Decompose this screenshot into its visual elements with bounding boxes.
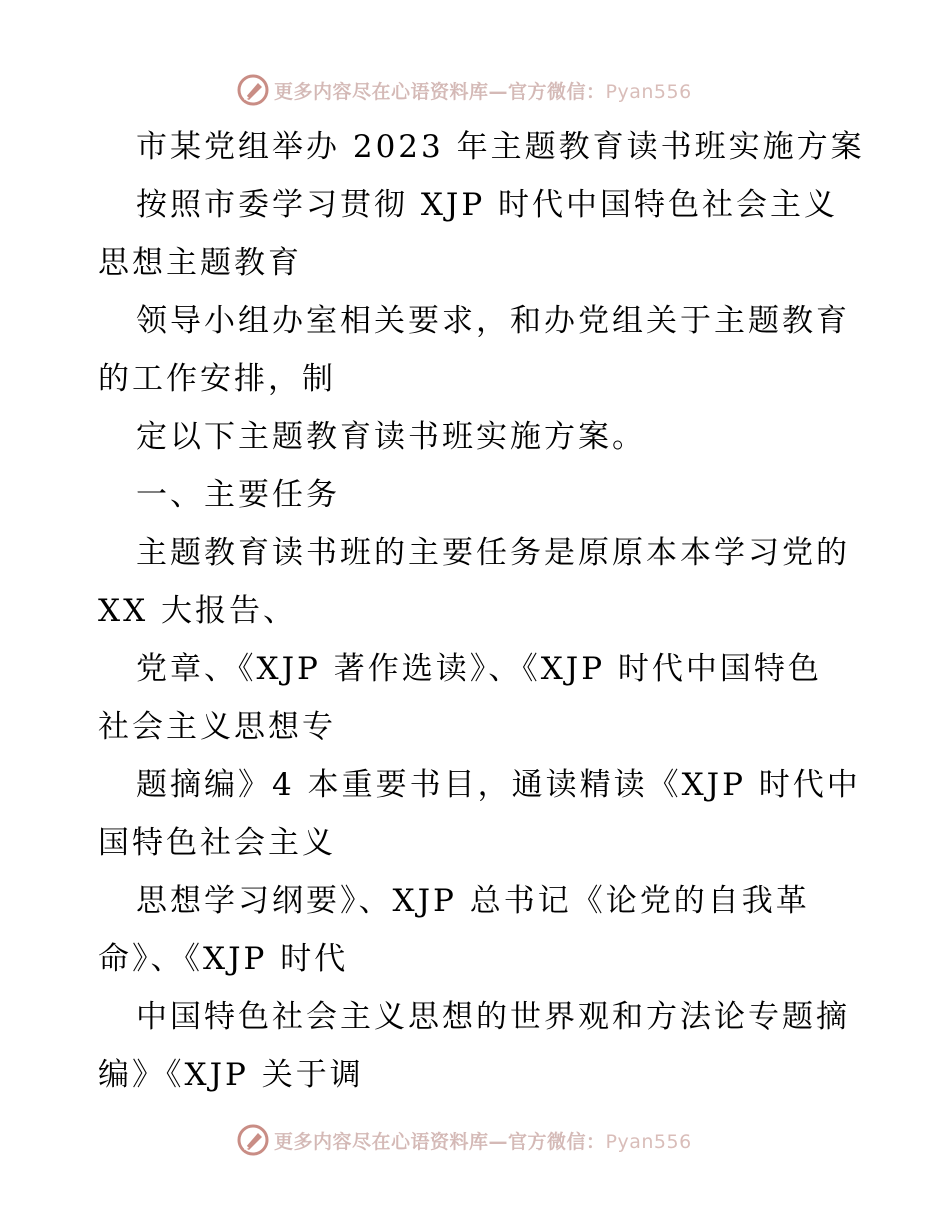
header-watermark xyxy=(236,72,692,108)
paragraph-line: 编》《XJP 关于调 xyxy=(98,1057,364,1093)
paragraph-line: 领导小组办室相关要求，和办党组关于主题教育 xyxy=(136,303,850,339)
paragraph-line: 中国特色社会主义思想的世界观和方法论专题摘 xyxy=(136,999,850,1035)
pen-nib-seal-icon xyxy=(236,73,270,107)
paragraph-line: 主题教育读书班的主要任务是原原本本学习党的 xyxy=(136,535,850,571)
paragraph-line: 社会主义思想专 xyxy=(98,709,336,745)
paragraph-line: 思想主题教育 xyxy=(98,245,302,281)
watermark-wechat-id: Pyan556 xyxy=(605,80,692,103)
document-title: 市某党组举办 2023 年主题教育读书班实施方案 xyxy=(136,129,865,165)
paragraph-line: 按照市委学习贯彻 XJP 时代中国特色社会主义 xyxy=(136,187,839,223)
watermark-text: 更多内容尽在心语资料库—官方微信：Pyan556 xyxy=(274,80,692,103)
paragraph-line: 国特色社会主义 xyxy=(98,825,336,861)
watermark-wechat-id: Pyan556 xyxy=(605,1130,692,1153)
paragraph-line: XX 大报告、 xyxy=(98,593,297,629)
paragraph-line: 题摘编》4 本重要书目，通读精读《XJP 时代中 xyxy=(136,767,861,803)
document-body xyxy=(98,118,865,1104)
paragraph-line: 命》、《XJP 时代 xyxy=(98,941,349,977)
paragraph-line: 思想学习纲要》、XJP 总书记《论党的自我革 xyxy=(136,883,810,919)
section-heading: 一、主要任务 xyxy=(136,477,340,513)
pen-nib-seal-icon xyxy=(236,1123,270,1157)
watermark-text: 更多内容尽在心语资料库—官方微信：Pyan556 xyxy=(274,1130,692,1153)
footer-watermark xyxy=(236,1122,692,1158)
paragraph-line: 党章、《XJP 著作选读》、《XJP 时代中国特色 xyxy=(136,651,822,687)
paragraph-line: 的工作安排，制 xyxy=(98,361,336,397)
paragraph-line: 定以下主题教育读书班实施方案。 xyxy=(136,419,646,455)
